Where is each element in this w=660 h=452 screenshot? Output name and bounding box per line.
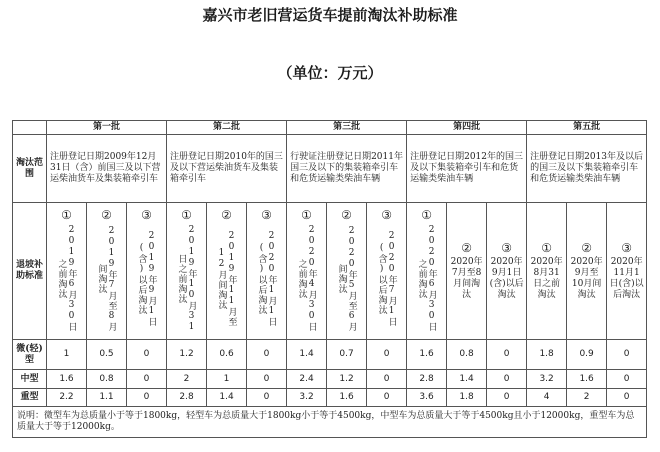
stage-text: 2019年9月1日(含)以后淘汰 <box>136 230 157 327</box>
batch-header-row <box>13 121 647 135</box>
heavy-row <box>13 388 647 406</box>
stage-cell <box>127 202 167 339</box>
stage-number: ① <box>181 207 192 222</box>
value-cell: 0.9 <box>567 339 607 370</box>
stage-text: 2020年6月30日之前淘汰 <box>416 225 437 333</box>
stage-cell <box>487 202 527 339</box>
value-cell: 0 <box>127 370 167 388</box>
stage-number: ① <box>421 207 432 222</box>
value-cell: 2.4 <box>287 370 327 388</box>
batch-3-header: 第三批 <box>287 121 407 135</box>
stage-number: ② <box>461 240 472 255</box>
value-cell: 1.6 <box>47 370 87 388</box>
batch-4-scope: 注册登记日期2012年的国三及以下集装箱牵引车和危货运输类柴油车辆 <box>407 135 527 202</box>
value-cell: 2 <box>167 370 207 388</box>
stage-number: ③ <box>501 240 512 255</box>
stage-number: ③ <box>381 207 392 222</box>
value-cell: 3.6 <box>407 388 447 406</box>
value-cell: 0 <box>247 370 287 388</box>
standard-row-label: 退坡补助标准 <box>13 202 47 339</box>
batch-1-scope: 注册登记日期2009年12月31日（含）前国三及以下营运柴油货车及集装箱牵引车 <box>47 135 167 202</box>
micro-row <box>13 339 647 370</box>
stage-text: 2019年11月至12月间淘汰 <box>216 230 237 327</box>
value-cell: 0.8 <box>87 370 127 388</box>
value-cell: 0 <box>607 370 647 388</box>
table-note: 说明：微型车为总质量小于等于1800kg，轻型车为总质量大于1800kg小于等于4500kg，中型车为总质量大于等于4500kg且小于12000kg，重型车为总质量大于等于12000kg。 <box>13 407 647 438</box>
value-cell: 1.1 <box>87 388 127 406</box>
stage-text: 2020年5月至6月间淘汰 <box>336 225 357 332</box>
stage-cell <box>207 202 247 339</box>
value-cell: 1 <box>207 370 247 388</box>
value-cell: 1.6 <box>567 370 607 388</box>
stage-text: 2020年1月1日(含)以后淘汰 <box>256 230 277 327</box>
value-cell: 0.6 <box>207 339 247 370</box>
batch-4-header: 第四批 <box>407 121 527 135</box>
stage-number: ① <box>61 207 72 222</box>
stage-number: ① <box>301 207 312 222</box>
stage-number: ③ <box>141 207 152 222</box>
stage-cell <box>287 202 327 339</box>
value-cell: 0.5 <box>87 339 127 370</box>
value-cell: 1.6 <box>327 388 367 406</box>
batch-1-header: 第一批 <box>47 121 167 135</box>
stage-cell <box>87 202 127 339</box>
value-cell: 0 <box>487 388 527 406</box>
scope-row <box>13 135 647 202</box>
standard-row <box>13 202 647 339</box>
unit-label: （单位：万元） <box>277 64 383 82</box>
stage-cell <box>447 202 487 339</box>
heavy-row-label: 重型 <box>13 388 47 406</box>
stage-text: 2020年8月31日之前淘汰 <box>530 256 563 300</box>
value-cell: 0 <box>367 388 407 406</box>
batch-2-scope: 注册登记日期2010年的国三及以下营运柴油货车及集装箱牵引车 <box>167 135 287 202</box>
stage-cell <box>47 202 87 339</box>
stage-text: 2020年11月1日(含)以后淘汰 <box>609 256 644 300</box>
value-cell: 2 <box>567 388 607 406</box>
stage-number: ② <box>221 207 232 222</box>
value-cell: 1 <box>47 339 87 370</box>
stage-number: ③ <box>261 207 272 222</box>
stage-cell <box>607 202 647 339</box>
value-cell: 1.8 <box>527 339 567 370</box>
stage-cell <box>327 202 367 339</box>
value-cell: 2.8 <box>167 388 207 406</box>
batch-2-header: 第二批 <box>167 121 287 135</box>
value-cell: 0 <box>367 370 407 388</box>
stage-text: 2020年7月至8月间淘汰 <box>450 256 483 300</box>
stage-cell <box>247 202 287 339</box>
value-cell: 3.2 <box>287 388 327 406</box>
note-row <box>13 407 647 438</box>
stage-number: ② <box>581 240 592 255</box>
stage-text: 2020年4月30日之前淘汰 <box>296 225 317 333</box>
stage-number: ② <box>101 207 112 222</box>
value-cell: 0 <box>607 388 647 406</box>
medium-row <box>13 370 647 388</box>
micro-row-label: 微(轻)型 <box>13 339 47 370</box>
value-cell: 2.8 <box>407 370 447 388</box>
stage-number: ① <box>541 240 552 255</box>
stage-cell <box>167 202 207 339</box>
value-cell: 1.4 <box>287 339 327 370</box>
value-cell: 0 <box>607 339 647 370</box>
value-cell: 1.4 <box>447 370 487 388</box>
corner-cell <box>13 121 47 135</box>
value-cell: 0.7 <box>327 339 367 370</box>
value-cell: 0.8 <box>447 339 487 370</box>
stage-text: 2020年9月1日(含)以后淘汰 <box>489 256 524 300</box>
value-cell: 1.6 <box>407 339 447 370</box>
value-cell: 0 <box>247 388 287 406</box>
value-cell: 1.8 <box>447 388 487 406</box>
stage-number: ③ <box>621 240 633 255</box>
stage-cell <box>567 202 607 339</box>
value-cell: 1.2 <box>167 339 207 370</box>
stage-text: 2020年9月至10月间淘汰 <box>570 256 603 300</box>
value-cell: 2.2 <box>47 388 87 406</box>
value-cell: 0 <box>487 339 527 370</box>
scope-row-label: 淘汰范围 <box>13 135 47 202</box>
value-cell: 0 <box>127 339 167 370</box>
document-title: 嘉兴市老旧营运货车提前淘汰补助标准 <box>202 6 458 24</box>
stage-cell <box>407 202 447 339</box>
stage-text: 2019年10月31日之前淘汰 <box>176 224 197 333</box>
stage-number: ② <box>341 207 352 222</box>
value-cell: 1.4 <box>207 388 247 406</box>
stage-text: 2019年7月至8月间淘汰 <box>96 225 117 332</box>
medium-row-label: 中型 <box>13 370 47 388</box>
stage-text: 2019年6月30日之前淘汰 <box>56 225 77 333</box>
value-cell: 0 <box>487 370 527 388</box>
batch-5-scope: 注册登记日期2013年及以后的国三及以下集装箱牵引车和危货运输类柴油车辆 <box>527 135 647 202</box>
subsidy-table <box>12 120 647 438</box>
batch-3-scope: 行驶证注册登记日期2011年国三及以下的集装箱牵引车和危货运输类柴油车辆 <box>287 135 407 202</box>
value-cell: 4 <box>527 388 567 406</box>
value-cell: 3.2 <box>527 370 567 388</box>
stage-cell <box>527 202 567 339</box>
value-cell: 1.2 <box>327 370 367 388</box>
stage-text: 2020年7月1日(含)以后淘汰 <box>376 230 397 327</box>
batch-5-header: 第五批 <box>527 121 647 135</box>
stage-cell <box>367 202 407 339</box>
value-cell: 0 <box>367 339 407 370</box>
value-cell: 0 <box>247 339 287 370</box>
value-cell: 0 <box>127 388 167 406</box>
